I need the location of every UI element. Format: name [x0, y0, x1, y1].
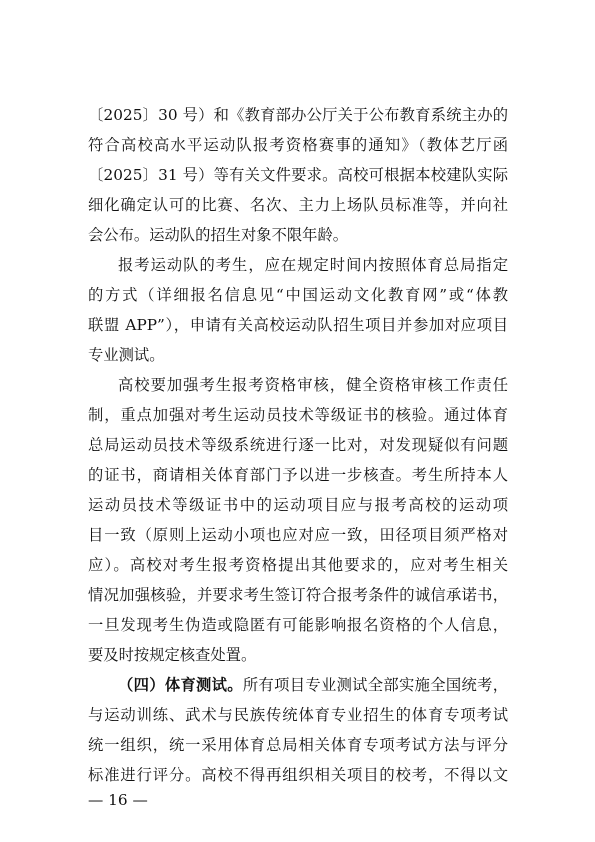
- text-line: 〔2025〕30 号）和《教育部办公厅关于公布教育系统主办的: [88, 106, 508, 124]
- text-line: 统一组织，统一采用体育总局相关体育专项考试方法与评分: [88, 736, 508, 754]
- text-line: 细化确定认可的比赛、名次、主力上场队员标准等，并向社: [88, 196, 508, 214]
- text-line: 联盟 APP”），申请有关高校运动队招生项目并参加对应项目: [88, 316, 508, 334]
- text-line: 要及时按规定核查处置。: [88, 646, 257, 664]
- paragraph-first-line: 高校要加强考生报考资格审核，健全资格审核工作责任: [118, 376, 508, 394]
- text-line: 符合高校高水平运动队报考资格赛事的通知》（教体艺厅函: [88, 136, 508, 154]
- text-line: 专业测试。: [88, 346, 165, 364]
- text-line: 的方式（详细报名信息见“中国运动文化教育网”或“体教: [88, 286, 508, 304]
- paragraph-first-line: 报考运动队的考生，应在规定时间内按照体育总局指定: [118, 256, 508, 274]
- section-heading-line: [118, 675, 508, 695]
- section-heading: （四）体育测试。: [118, 676, 243, 694]
- text-line: 会公布。运动队的招生对象不限年龄。: [88, 226, 349, 244]
- text-line: 一旦发现考生伪造或隐匿有可能影响报名资格的个人信息，: [88, 616, 508, 634]
- text-line: 运动员技术等级证书中的运动项目应与报考高校的运动项: [88, 496, 508, 514]
- text-line: 情况加强核验，并要求考生签订符合报考条件的诚信承诺书，: [88, 586, 508, 604]
- text-line: 制，重点加强对考生运动员技术等级证书的核验。通过体育: [88, 406, 508, 424]
- text-line: 与运动训练、武术与民族传统体育专业招生的体育专项考试: [88, 706, 508, 724]
- text-line: 〔2025〕31 号）等有关文件要求。高校可根据本校建队实际: [88, 166, 508, 184]
- text-line: 的证书，商请相关体育部门予以进一步核查。考生所持本人: [88, 466, 508, 484]
- section-heading-text: 所有项目专业测试全部实施全国统考，: [242, 676, 508, 694]
- text-line: 应）。高校对考生报考资格提出其他要求的，应对考生相关: [88, 556, 508, 574]
- text-line: 目一致（原则上运动小项也应对应一致，田径项目须严格对: [88, 526, 508, 544]
- text-line: 总局运动员技术等级系统进行逐一比对，对发现疑似有问题: [88, 436, 508, 454]
- page-number: — 16 —: [88, 791, 148, 809]
- text-line: 标准进行评分。高校不得再组织相关项目的校考，不得以文: [88, 766, 508, 784]
